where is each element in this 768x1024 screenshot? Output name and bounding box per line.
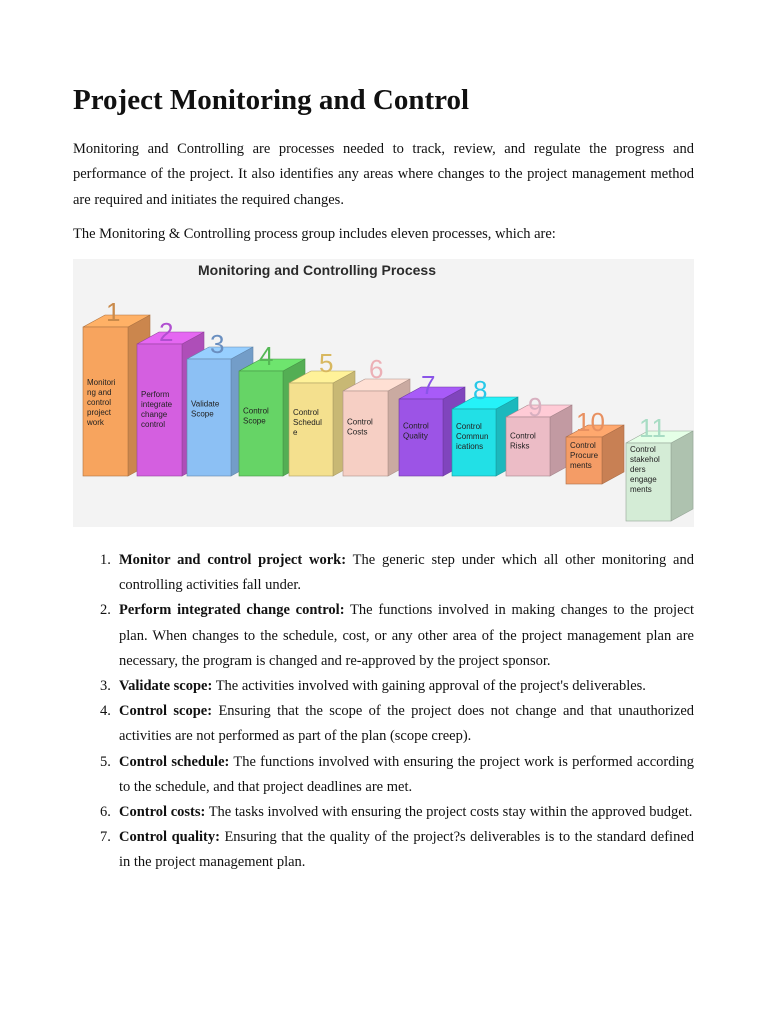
list-text: The generic step under which all other monitoring and controlling activities fall under. [119, 552, 694, 594]
step-label: Control [510, 431, 536, 441]
step-label: Procure [570, 451, 599, 461]
step-label: Control [570, 441, 596, 451]
list-term: Perform integrated change control: [119, 602, 345, 619]
step-label: Scope [243, 416, 266, 426]
list-item [73, 750, 694, 800]
step-label: ments [630, 485, 652, 494]
step-label: Control [243, 406, 269, 416]
step-number: 10 [576, 407, 605, 437]
step-label: Validate [191, 399, 220, 409]
step-label: Control [456, 422, 482, 432]
process-step [626, 413, 693, 521]
step-label: stakehol [630, 455, 660, 464]
step-label: integrate [141, 400, 173, 409]
list-number: 1. [100, 552, 111, 568]
step-side-face [671, 431, 693, 521]
step-label: ders [630, 465, 646, 474]
page-title: Project Monitoring and Control [73, 84, 470, 116]
step-label: Perform [141, 390, 170, 399]
step-label: Risks [510, 441, 530, 451]
process-list [73, 548, 694, 876]
list-number: 2. [100, 602, 111, 619]
step-number: 2 [159, 317, 174, 347]
list-number: 3. [100, 678, 111, 695]
step-label: Scope [191, 409, 214, 419]
list-item [73, 825, 694, 875]
list-item [73, 800, 694, 825]
step-label: Monitori [87, 378, 116, 387]
step-label: Commun [456, 432, 489, 442]
list-term: Monitor and control project work: [119, 552, 347, 568]
list-term: Control costs: [119, 804, 206, 821]
step-label: e [293, 427, 298, 437]
lead-paragraph: The Monitoring & Controlling process group includes eleven processes, which are: [73, 226, 556, 242]
step-number: 7 [421, 370, 436, 400]
list-text: The tasks involved with ensuring the project costs stay within the approved budget. [208, 804, 693, 821]
step-label: Control [347, 417, 373, 427]
list-number: 7. [100, 829, 111, 846]
list-term: Control schedule: [119, 753, 230, 770]
step-label: ments [570, 461, 592, 471]
step-label: Control [403, 421, 429, 431]
list-item [73, 598, 694, 674]
list-number: 6. [100, 804, 111, 821]
step-label: ications [456, 442, 484, 452]
step-number: 1 [106, 297, 121, 327]
step-number: 3 [210, 329, 225, 359]
step-number: 4 [259, 341, 274, 371]
step-label: control [141, 420, 166, 429]
list-item [73, 548, 694, 598]
list-term: Validate scope: [119, 678, 213, 695]
step-label: control [87, 398, 112, 407]
process-step [566, 407, 624, 484]
list-text: The functions involved with ensuring the project work is performed according to the schedule, and that project deadlines are met. [119, 753, 694, 795]
list-number: 5. [100, 753, 111, 770]
step-label: Quality [403, 431, 428, 441]
list-term: Control scope: [119, 703, 213, 720]
step-label: work [87, 418, 104, 427]
step-label: change [141, 410, 168, 419]
list-item [73, 699, 694, 749]
process-diagram [73, 259, 694, 527]
step-number: 5 [319, 348, 334, 378]
figure-title: Monitoring and Controlling Process [198, 262, 436, 278]
list-text: The functions involved in making changes to the project plan. When changes to the schedule, cost, or any other area of the project management plan are necessary, the program is changed and re-approved by the project sponsor. [119, 602, 694, 669]
step-label: engage [630, 475, 657, 484]
step-number: 9 [528, 392, 543, 422]
list-item [73, 674, 694, 699]
step-label: Control [293, 407, 319, 417]
list-text: Ensuring that the scope of the project does not change and that unauthorized activities are not performed as part of the plan (scope creep). [119, 703, 695, 745]
step-number: 6 [369, 354, 384, 384]
step-label: Control [630, 445, 656, 454]
step-label: Costs [347, 427, 368, 437]
list-text: Ensuring that the quality of the project?s deliverables is to the standard defined in the project management plan. [119, 829, 695, 871]
step-number: 8 [473, 375, 488, 405]
list-number: 4. [100, 703, 111, 720]
list-term: Control quality: [119, 829, 220, 846]
step-label: project [87, 408, 112, 417]
step-label: Schedul [293, 417, 322, 427]
step-number: 11 [639, 413, 666, 443]
intro-paragraph: Monitoring and Controlling are processes needed to track, review, and regulate the progress and performance of the project. It also identifies any areas where changes to the project management method are required and initiates the required changes. [73, 141, 694, 208]
list-text: The activities involved with gaining approval of the project's deliverables. [215, 678, 646, 695]
step-label: ng and [87, 388, 112, 397]
process-figure [73, 259, 694, 527]
